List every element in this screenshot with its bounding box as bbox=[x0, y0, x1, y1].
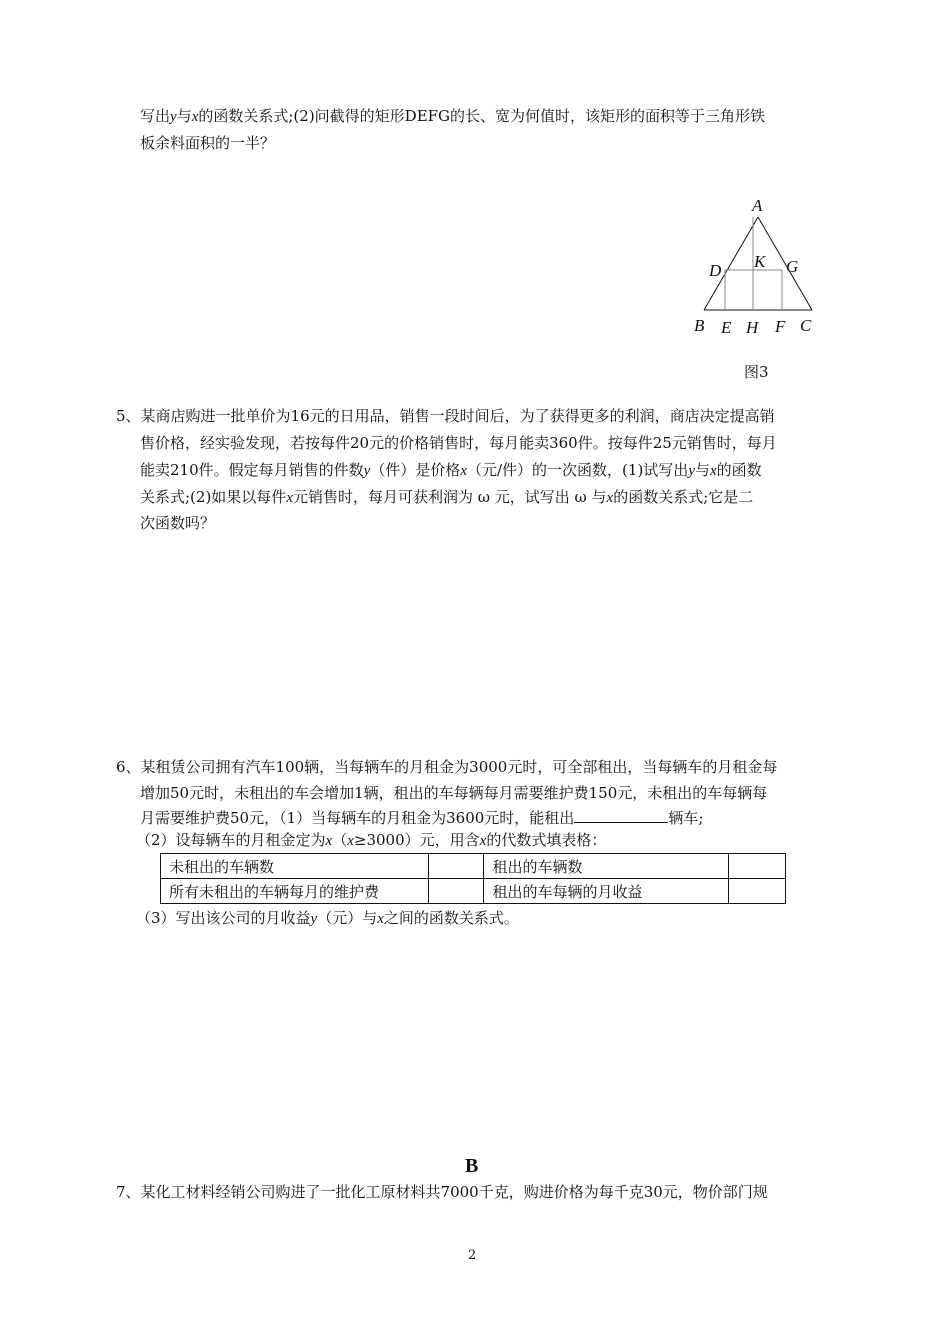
q6-line-3 bbox=[140, 808, 703, 828]
label-b: B bbox=[694, 316, 705, 335]
text-run: 月需要维护费50元，（1）当每辆车的月租金为3600元时，能租出 bbox=[140, 809, 575, 827]
q6-line-1: 6、某租赁公司拥有汽车100辆，当每辆车的月租金为3000元时，可全部租出，当每辆车的月租金每 bbox=[116, 758, 778, 776]
side-ac bbox=[758, 217, 812, 310]
q6-line-2: 增加50元时，未租出的车会增加1辆，租出的车每辆每月需要维护费150元，未租出的车每辆每 bbox=[140, 784, 768, 802]
q7-line-1: 7、某化工材料经销公司购进了一批化工原材料共7000千克，购进价格为每千克30元，物价部门规 bbox=[116, 1183, 768, 1201]
label-h: H bbox=[746, 318, 759, 337]
table-row bbox=[161, 854, 786, 879]
q6-line-4 bbox=[136, 830, 606, 851]
var-y: y bbox=[363, 463, 371, 479]
q5-line-5: 次函数吗？ bbox=[140, 514, 216, 532]
var-x: x bbox=[710, 463, 717, 479]
fill-in-table bbox=[160, 853, 786, 904]
label-k: K bbox=[754, 252, 766, 271]
var-y: y bbox=[688, 463, 695, 479]
q5-line-1: 5、某商店购进一批单价为16元的日用品，销售一段时间后，为了获得更多的利润，商店决定提高销 bbox=[116, 407, 775, 425]
text-run: 与 bbox=[176, 107, 192, 125]
text-run: （元）与 bbox=[317, 909, 378, 927]
text-run: （2）设每辆车的月租金定为 bbox=[136, 831, 326, 849]
label-d: D bbox=[709, 261, 722, 280]
text-run: 能卖210件。假定每月销售的件数 bbox=[140, 461, 364, 479]
text-run: 的函数 bbox=[716, 461, 762, 479]
table-cell-answer[interactable] bbox=[428, 879, 484, 904]
label-c: C bbox=[800, 316, 812, 335]
table-row bbox=[161, 879, 786, 904]
section-heading: B bbox=[465, 1155, 479, 1177]
var-x: x bbox=[191, 109, 199, 125]
text-run: ≥3000）元，用含 bbox=[353, 831, 480, 849]
q4-line-1 bbox=[140, 106, 765, 127]
table-cell-label: 租出的车每辆的月收益 bbox=[484, 879, 729, 904]
text-run: 与 bbox=[694, 461, 710, 479]
var-x: x bbox=[286, 490, 293, 506]
table-cell-answer[interactable] bbox=[428, 854, 484, 879]
var-x: x bbox=[479, 833, 487, 849]
var-x: x bbox=[460, 463, 467, 479]
label-g: G bbox=[786, 257, 799, 276]
text-run: 的函数关系式;(2)问截得的矩形DEFG的长、宽为何值时，该矩形的面积等于三角形铁 bbox=[198, 107, 766, 125]
q5-line-4 bbox=[140, 487, 753, 508]
var-x: x bbox=[606, 490, 614, 506]
var-y: y bbox=[310, 911, 318, 927]
answer-blank[interactable] bbox=[574, 808, 668, 823]
q5-line-3 bbox=[140, 460, 762, 481]
text-run: 关系式;(2)如果以每件 bbox=[140, 488, 287, 506]
text-run: （ bbox=[332, 831, 348, 849]
figure-caption: 图3 bbox=[744, 363, 769, 381]
q6-line-5 bbox=[136, 908, 519, 929]
text-run: （件）是价格 bbox=[370, 461, 461, 479]
table-cell-label: 租出的车辆数 bbox=[484, 854, 729, 879]
text-run: 之间的函数关系式。 bbox=[383, 909, 519, 927]
text-run: 的函数关系式;它是二 bbox=[613, 488, 754, 506]
table-cell-label: 所有未租出的车辆每月的维护费 bbox=[161, 879, 429, 904]
var-x: x bbox=[377, 911, 384, 927]
text-run: （3）写出该公司的月收益 bbox=[136, 909, 311, 927]
label-a: A bbox=[752, 196, 763, 215]
triangle-figure bbox=[690, 192, 830, 342]
q5-line-2: 售价格，经实验发现，若按每件20元的价格销售时，每月能卖360件。按每件25元销售时，每月 bbox=[140, 434, 777, 452]
var-y: y bbox=[170, 109, 177, 125]
text-run: （元/件）的一次函数，(1)试写出 bbox=[467, 461, 689, 479]
table-cell-answer[interactable] bbox=[729, 879, 786, 904]
var-x: x bbox=[347, 833, 354, 849]
text-run: 辆车; bbox=[668, 809, 704, 827]
text-run: 的代数式填表格： bbox=[486, 831, 607, 849]
var-x: x bbox=[325, 833, 333, 849]
label-f: F bbox=[775, 317, 786, 336]
text-run: 写出 bbox=[140, 107, 171, 125]
q4-line-2: 板余料面积的一半？ bbox=[140, 134, 276, 152]
text-run: 元销售时，每月可获利润为 ω 元，试写出 ω 与 bbox=[292, 488, 607, 506]
table-cell-label: 未租出的车辆数 bbox=[161, 854, 429, 879]
label-e: E bbox=[721, 318, 732, 337]
table-cell-answer[interactable] bbox=[729, 854, 786, 879]
page-number: 2 bbox=[468, 1248, 477, 1263]
